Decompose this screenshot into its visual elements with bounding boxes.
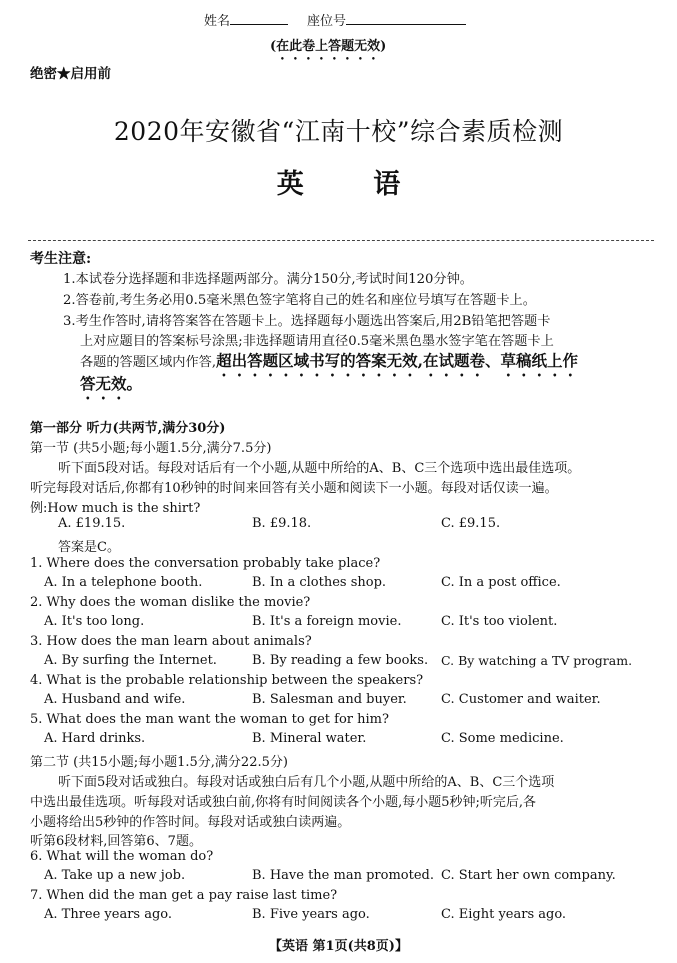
- example-option-b: B. £9.18.: [252, 516, 312, 531]
- q7-option-b: B. Five years ago.: [252, 907, 370, 922]
- name-field: [204, 10, 288, 29]
- section2-instruction-2: 中选出最佳选项。听每段对话或独白前,你将有时间阅读各个小题,每小题5秒钟;听完后,各: [30, 795, 537, 810]
- q3-option-a: A. By surfing the Internet.: [44, 653, 217, 668]
- notice-item-3c-text: 各题的答题区域内作答,: [80, 355, 217, 370]
- example-option-c: C. £9.15.: [441, 516, 501, 531]
- example-answer: 答案是C。: [58, 540, 120, 555]
- notice-item-1: 1.本试卷分选择题和非选择题两部分。满分150分,考试时间120分钟。: [63, 272, 473, 287]
- q4-option-c: C. Customer and waiter.: [441, 692, 601, 707]
- name-label: 姓名: [204, 14, 231, 29]
- q5-option-c: C. Some medicine.: [441, 731, 564, 746]
- seat-blank: [346, 11, 466, 25]
- answer-invalid-note: (在此卷上答题无效): [270, 39, 387, 54]
- q4-option-a: A. Husband and wife.: [44, 692, 186, 707]
- secret-label: 绝密★启用前: [30, 66, 111, 82]
- material-6-label: 听第6段材料,回答第6、7题。: [30, 834, 202, 849]
- question-7: 7. When did the man get a pay raise last time?: [30, 888, 338, 903]
- section2-heading: 第二节 (共15小题;每小题1.5分,满分22.5分): [30, 755, 288, 770]
- notice-item-3b: 上对应题目的答案标号涂黑;非选择题请用直径0.5毫米黑色墨水签字笔在答题卡上: [80, 334, 554, 349]
- q1-option-a: A. In a telephone booth.: [44, 575, 203, 590]
- divider: [28, 240, 654, 241]
- q2-option-b: B. It's a foreign movie.: [252, 614, 402, 629]
- q6-option-b: B. Have the man promoted.: [252, 868, 434, 883]
- example-option-a: A. £19.15.: [58, 516, 126, 531]
- notice-item-3: 3.考生作答时,请将答案答在答题卡上。选择题每小题选出答案后,用2B铅笔把答题卡: [63, 314, 551, 329]
- q5-option-b: B. Mineral water.: [252, 731, 367, 746]
- q2-option-c: C. It's too violent.: [441, 614, 558, 629]
- q1-option-c: C. In a post office.: [441, 575, 561, 590]
- part1-heading: 第一部分 听力(共两节,满分30分): [30, 421, 226, 436]
- subject-title: 英 语: [276, 169, 431, 200]
- q3-option-b: B. By reading a few books.: [252, 653, 429, 668]
- q6-option-a: A. Take up a new job.: [44, 868, 186, 883]
- question-4: 4. What is the probable relationship between the speakers?: [30, 673, 424, 688]
- notice-emphasis-end: 答无效。: [80, 374, 143, 393]
- question-3: 3. How does the man learn about animals?: [30, 634, 312, 649]
- notice-emphasis: 超出答题区域书写的答案无效,在试题卷、草稿纸上作: [216, 351, 578, 370]
- q6-option-c: C. Start her own company.: [441, 868, 616, 883]
- seat-label: 座位号: [307, 14, 347, 29]
- question-2: 2. Why does the woman dislike the movie?: [30, 595, 311, 610]
- q7-option-a: A. Three years ago.: [44, 907, 173, 922]
- q4-option-b: B. Salesman and buyer.: [252, 692, 407, 707]
- q1-option-b: B. In a clothes shop.: [252, 575, 387, 590]
- section1-heading: 第一节 (共5小题;每小题1.5分,满分7.5分): [30, 441, 272, 456]
- page-footer: 【英语 第1页(共8页)】: [269, 939, 408, 954]
- section2-instruction-1: 听下面5段对话或独白。每段对话或独白后有几个小题,从题中所给的A、B、C三个选项: [58, 775, 555, 790]
- q3-option-c: C. By watching a TV program.: [441, 653, 633, 668]
- question-5: 5. What does the man want the woman to get for him?: [30, 712, 389, 727]
- section1-instruction-2: 听完每段对话后,你都有10秒钟的时间来回答有关小题和阅读下一小题。每段对话仅读一遍。: [30, 481, 558, 496]
- seat-field: [307, 10, 466, 29]
- notice-heading: 考生注意:: [30, 251, 92, 267]
- question-6: 6. What will the woman do?: [30, 849, 214, 864]
- exam-title: 2020年安徽省“江南十校”综合素质检测: [113, 117, 564, 146]
- q2-option-a: A. It's too long.: [44, 614, 145, 629]
- example-question: 例:How much is the shirt?: [30, 501, 201, 516]
- question-1: 1. Where does the conversation probably take place?: [30, 556, 381, 571]
- q7-option-c: C. Eight years ago.: [441, 907, 567, 922]
- notice-item-3c: [80, 350, 578, 380]
- section2-instruction-3: 小题将给出5秒钟的作答时间。每段对话或独白读两遍。: [30, 815, 351, 830]
- section1-instruction-1: 听下面5段对话。每段对话后有一个小题,从题中所给的A、B、C三个选项中选出最佳选项。: [58, 461, 581, 476]
- q5-option-a: A. Hard drinks.: [44, 731, 146, 746]
- notice-item-2: 2.答卷前,考生务必用0.5毫米黑色签字笔将自己的姓名和座位号填写在答题卡上。: [63, 293, 536, 308]
- name-blank: [230, 11, 288, 25]
